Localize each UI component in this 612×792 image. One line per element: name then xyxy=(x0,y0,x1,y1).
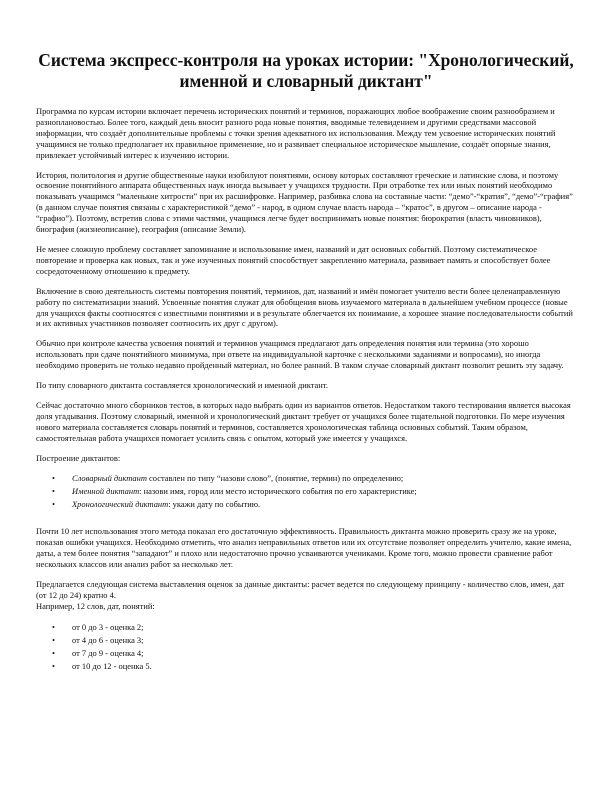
bullet-icon: • xyxy=(52,660,55,671)
paragraph-effectiveness: Почти 10 лет использования этого метода показал его достаточную эффективность. Правильность диктанта можно проверить сразу же на уроке, показав ошибки учащихся. Необходимо отметить, что анализ неправильных ответов или их отсутствие позволяет определить учителю, какие имена, даты, а тем более понятия “западают” и плохо или недостаточно прочно усваиваются учениками. Кроме того, можно провести сравнение работ нескольких классов или анализ работ за несколько лет. xyxy=(36,526,572,570)
grade-text: от 7 до 9 - оценка 4; xyxy=(72,647,144,658)
bullet-icon: • xyxy=(52,647,55,658)
grades-list xyxy=(36,621,576,673)
paragraph-terms: История, политология и другие общественные науки изобилуют понятиями, основу которых составляют греческие и латинские слова, и поэтому освоение понятийного аппарата общественных наук иногда вызывает у учащихся трудности. При отработке тех или иных понятий необходимо показывать учащимся “маленькие хитрости” при их расшифровке. Например, разбивка слова на составные части: “демо”-“кратия”, “демо”-“графия” (в данном случае понятия связаны с характеристикой “демо” - народ, в одном случае власть народа – “кратос”, в другом – описание народа - “графио”). Поэтому, встретив слова с этими частями, учащимся легче будет воспринимать новые понятия: бюрократия (власть чиновников), биография (жизнеописание), география (описание Земли). xyxy=(36,169,573,235)
dictation-term: Словарный диктант xyxy=(72,473,147,484)
dictation-description: составлен по типу “назови слово”, (понятие, термин) по определению; xyxy=(146,473,404,484)
dictation-term: Хронологический диктант xyxy=(72,499,169,510)
page-title: Система экспресс-контроля на уроках истории: "Хронологический, именной и словарный диктант" xyxy=(38,50,574,91)
dictation-description: : назови имя, город или место исторического события по его характеристике; xyxy=(139,486,417,497)
paragraph-structure-heading: Построение диктантов: xyxy=(36,452,121,463)
bullet-icon: • xyxy=(52,621,55,632)
paragraph-names-dates: Не менее сложную проблему составляет запоминание и использование имен, названий и дат основных событий. Поэтому систематическое повторение и проверка как новых, так и уже изученных понятий способствует закреплению материала, развивает память и способствует более сосредоточенному отношению к предмету. xyxy=(36,243,551,276)
list-item xyxy=(52,634,576,647)
grading-intro xyxy=(36,579,576,612)
list-item xyxy=(52,498,576,511)
list-item xyxy=(52,647,576,660)
grading-rule: Предлагается следующая система выставления оценок за данные диктанты: расчет ведется по следующему принципу - количество слов, имен, дат (от 12 до 24) кратно 4. xyxy=(36,579,565,600)
list-item xyxy=(52,485,576,498)
dictation-term: Именной диктант xyxy=(72,486,140,497)
list-item xyxy=(52,621,576,634)
dictation-types-list xyxy=(36,472,576,511)
grade-text: от 0 до 3 - оценка 2; xyxy=(72,621,144,632)
list-item xyxy=(52,660,576,673)
grading-example: Например, 12 слов, дат, понятий: xyxy=(36,600,155,611)
dictation-description: : укажи дату по событию. xyxy=(168,499,261,510)
bullet-icon: • xyxy=(52,499,55,510)
bullet-icon: • xyxy=(52,486,55,497)
paragraph-tests: Сейчас достаточно много сборников тестов, в которых надо выбрать один из вариантов ответов. Недостатком такого тестирования является высокая доля угадывания. Поэтому словарный, именной и хронологический диктант требует от учащихся более тщательной подготовки. По мере изучения нового материала составляется словарь понятий и терминов, составляется хронологическая таблица основных событий. Таким образом, самостоятельная работа учащихся помогает усилить связь с опытом, который уже имеется у учащихся. xyxy=(36,399,571,443)
bullet-icon: • xyxy=(52,473,55,484)
list-item xyxy=(52,472,576,485)
grade-text: от 10 до 12 - оценка 5. xyxy=(72,660,152,671)
paragraph-intro: Программа по курсам истории включает перечень исторических понятий и терминов, поражающих любое воображение своим разнообразием и разноплановостью. Более того, каждый день вносит разного рода новые понятия, вводимые телевидением и другими средствами массовой информации, что создаёт дополнительные проблемы с точки зрения адекватного их использования. Между тем усвоение исторических понятий учащимися не только предполагает их правильное применение, но и развивает специальное историческое мышление, создаёт опорные знания, привлекает устойчивый интерес к изучению истории. xyxy=(36,106,556,160)
grade-text: от 4 до 6 - оценка 3; xyxy=(72,634,144,645)
bullet-icon: • xyxy=(52,634,55,645)
paragraph-dictation-type: По типу словарного диктанта составляется хронологический и именной диктант. xyxy=(36,380,328,391)
paragraph-control: Обычно при контроле качества усвоения понятий и терминов учащимся предлагают дать определения понятия или термина (это хорошо использовать при сдаче понятийного минимума, при ответе на индивидуальной карточке с несколькими заданиями и вопросами), но иногда необходимо проверить не только недавно пройденный материал, но более ранний. В таком случае словарный диктант позволит решить эту задачу. xyxy=(36,338,564,371)
paragraph-system: Включение в свою деятельность системы повторения понятий, терминов, дат, названий и имён помогает учителю вести более целенаправленную работу по систематизации знаний. Усвоенные понятия служат для обобщения вновь изучаемого материала в дальнейшем учебном процессе (новые для учащихся факты соотносятся с известными понятиями и в результате облегчается их понимание, а хорошее знание последовательности событий и их активных участников позволяет соотносить их друг с другом). xyxy=(36,285,573,329)
